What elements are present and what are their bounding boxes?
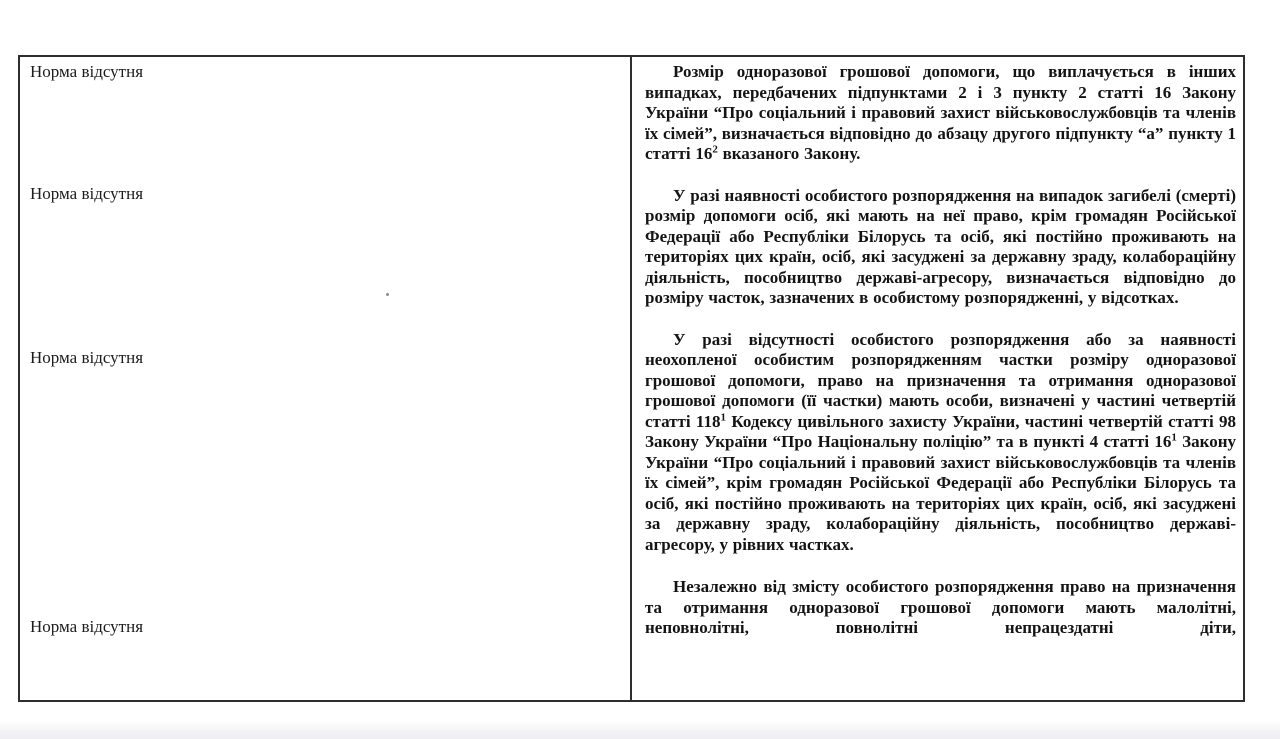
norm-absent-label: Норма відсутня [30,348,144,367]
legal-paragraph: У разі відсутності особистого розпорядження або за наявності неохопленої особистим розпорядженням частки розміру одноразової грошової допомоги, право на призначення та отримання одноразової грошової допомоги (її частки) мають особи, визначені у частині четвертій статті $118^1$ Кодексу цивільного захисту України, частині четвертій статті 98 Закону України “Про Національну поліцію” та в пункті 4 статті $16^1$ Закону України “Про соціальний і правовий захист військовослужбовців та членів їх сімей”, крім громадян Російської Федерації або Республіки Білорусь та осіб, які постійно проживають на територіях цих країн, осіб, які засуджені за державну зраду, колабораційну діяльність, пособництво державі-агресору, у рівних частках. [645,329,1237,554]
comparison-table [18,55,1245,702]
norm-absent-label: Норма відсутня [30,617,144,636]
legal-paragraph: У разі наявності особистого розпорядження на випадок загибелі (смерті) розмір допомоги осіб, які мають на неї право, крім громадян Російської Федерації або Республіки Білорусь та осіб, які постійно проживають на територіях цих країн, осіб, які засуджені за державну зраду, колабораційну діяльність, пособництво державі-агресору, визначається відповідно до розміру часток, зазначених в особистому розпорядженні, у відсотках. [645,185,1236,307]
norm-absent-label: Норма відсутня [30,62,144,81]
norm-absent-label: Норма відсутня [30,184,144,203]
scan-speck [386,293,389,296]
left-column [20,57,630,700]
right-column [630,57,1243,700]
legal-paragraph: Незалежно від змісту особистого розпорядження право на призначення та отримання одноразової грошової допомоги мають малолітні, неповнолітні, повнолітні непрацездатні діти, [645,577,1236,637]
legal-paragraph: Розмір одноразової грошової допомоги, що виплачується в інших випадках, передбачених підпунктами 2 і 3 пункту 2 статті 16 Закону України “Про соціальний і правовий захист військовослужбовців та членів їх сімей”, визначається відповідно до абзацу другого підпункту “а” пункту 1 статті $16^2$ вказаного Закону. [645,62,1236,163]
page-bottom-edge [0,721,1280,739]
